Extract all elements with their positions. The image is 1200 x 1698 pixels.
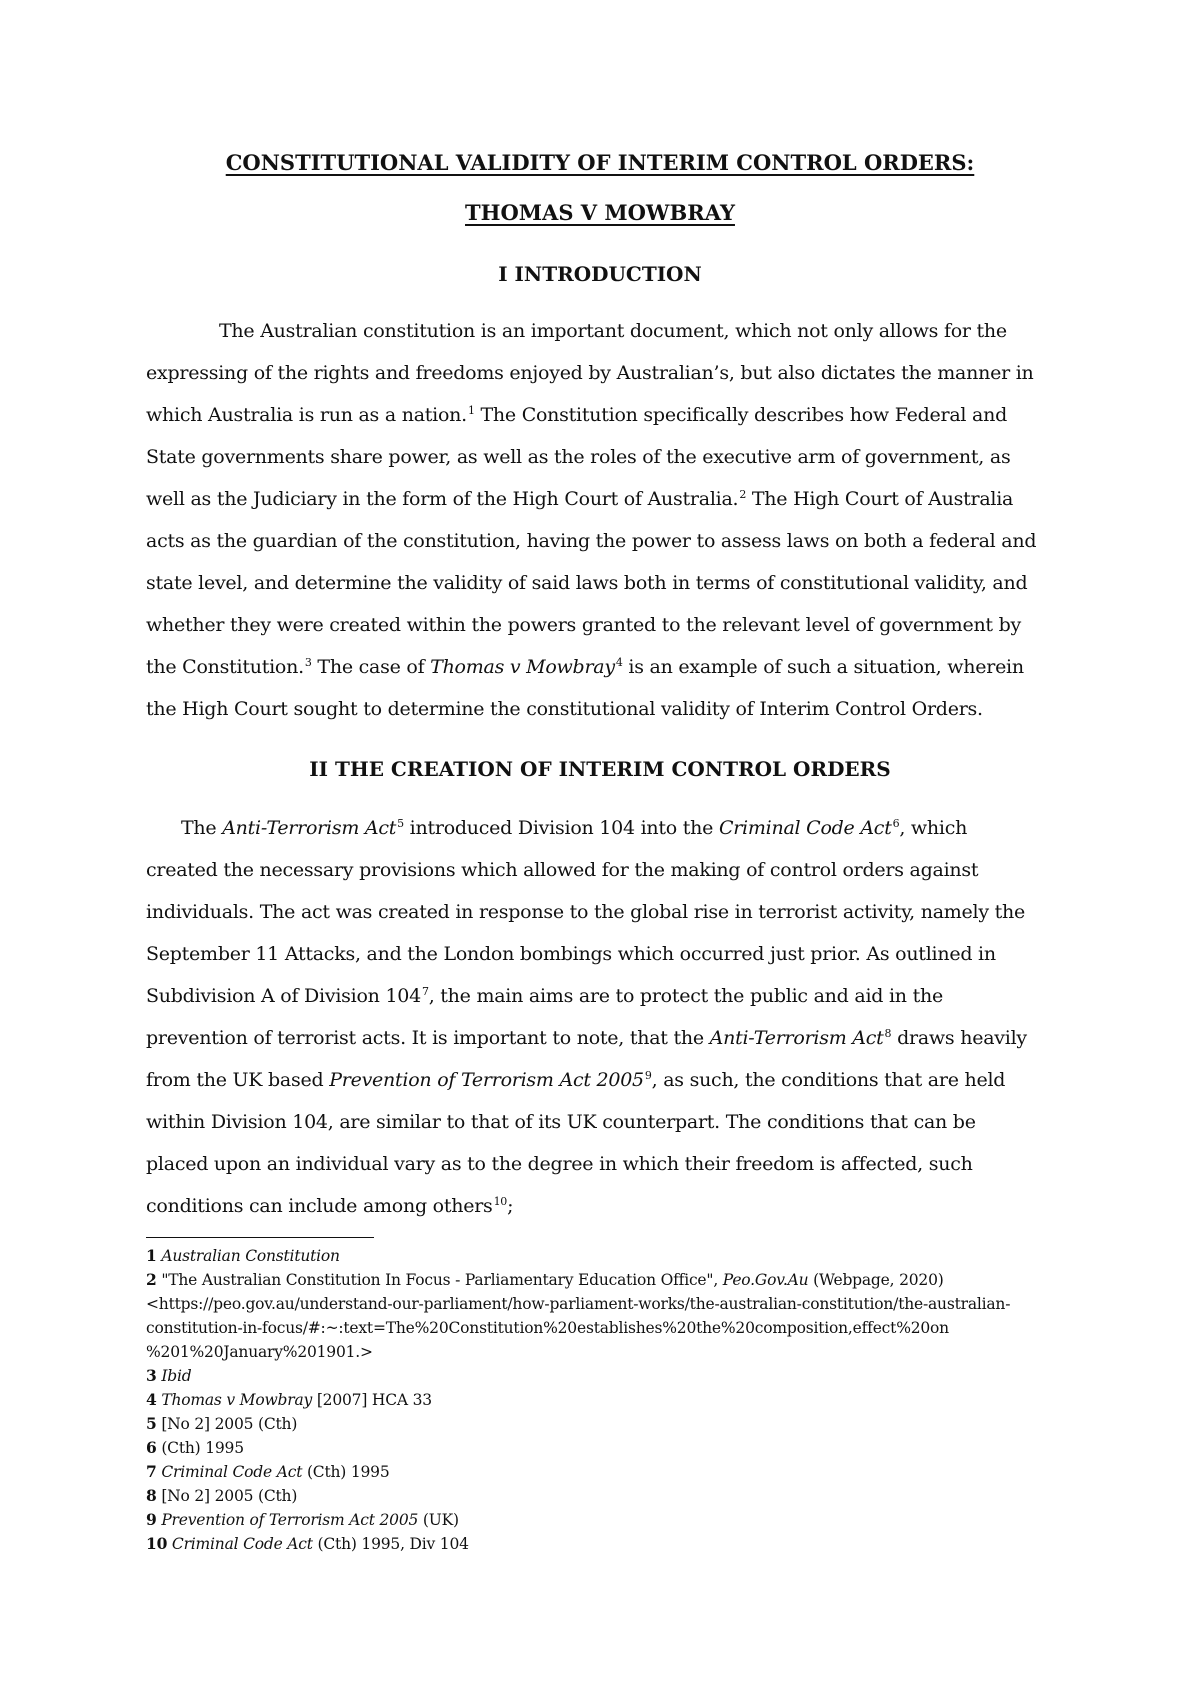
paragraph-line: acts as the guardian of the constitution, having the power to assess laws on both a federal and (146, 530, 1037, 552)
footnote-9: 9 Prevention of Terrorism Act 2005 (UK) (146, 1510, 459, 1529)
paragraph-line: State governments share power, as well as the roles of the executive arm of government, as (146, 446, 1011, 468)
footnote-ref-10[interactable]: 10 (493, 1194, 508, 1208)
paragraph-line: state level, and determine the validity of said laws both in terms of constitutional validity, and (146, 572, 1028, 594)
act-name: Criminal Code Act (718, 817, 892, 839)
paragraph-line: from the UK based Prevention of Terrorism Act 2005$^9$, as such, the conditions that are held (146, 1068, 1006, 1091)
paragraph-line: the High Court sought to determine the constitutional validity of Interim Control Orders. (146, 698, 983, 720)
act-name: Anti-Terrorism Act (709, 1027, 884, 1049)
footnote-4: 4 Thomas v Mowbray [2007] HCA 33 (146, 1390, 432, 1409)
paragraph-line: whether they were created within the powers granted to the relevant level of government by (146, 614, 1021, 636)
footnote-ref-2[interactable]: 2 (739, 487, 747, 501)
introduction-paragraph (146, 310, 1066, 730)
footnote-ref-7[interactable]: 7 (421, 984, 429, 998)
footnote-separator (146, 1237, 374, 1238)
paragraph-line: Subdivision A of Division 104$^7$, the main aims are to protect the public and aid in the (146, 984, 943, 1007)
paragraph-line: The Australian constitution is an important document, which not only allows for the (219, 320, 1007, 342)
footnote-2: 2 "The Australian Constitution In Focus - Parliamentary Education Office", Peo.Gov.Au (Webpage, 2020) (146, 1270, 944, 1289)
document-title-line-2: THOMAS V MOWBRAY (465, 200, 735, 225)
footnote-6: 6 (Cth) 1995 (146, 1438, 244, 1457)
footnote-ref-4[interactable]: 4 (615, 655, 623, 669)
paragraph-line: placed upon an individual vary as to the degree in which their freedom is affected, such (146, 1153, 973, 1175)
section-heading-introduction: I INTRODUCTION (498, 262, 702, 286)
footnote-10: 10 Criminal Code Act (Cth) 1995, Div 104 (146, 1534, 469, 1553)
footnote-ref-5[interactable]: 5 (397, 816, 404, 830)
paragraph-line: September 11 Attacks, and the London bombings which occurred just prior. As outlined in (146, 943, 996, 965)
footnote-ref-9[interactable]: 9 (644, 1068, 652, 1082)
footnote-ref-3[interactable]: 3 (304, 655, 312, 669)
act-name: Anti-Terrorism Act (222, 817, 397, 839)
footnotes (146, 1244, 1066, 1556)
paragraph-line: conditions can include among others$^{10}$; (146, 1194, 514, 1217)
footnote-ref-1[interactable]: 1 (467, 403, 475, 417)
footnote-5: 5 [No 2] 2005 (Cth) (146, 1414, 298, 1433)
creation-paragraph (146, 807, 1066, 1227)
case-name: Thomas v Mowbray (430, 656, 615, 678)
footnote-3: 3 Ibid (146, 1366, 192, 1385)
paragraph-line: expressing of the rights and freedoms enjoyed by Australian’s, but also dictates the manner in (146, 362, 1034, 384)
section-heading-creation: II THE CREATION OF INTERIM CONTROL ORDERS (309, 757, 891, 781)
footnote-2-url-line[interactable]: constitution-in-focus/#:~:text=The%20Constitution%20establishes%20the%20composition,effect%20on (146, 1319, 949, 1337)
footnote-2-url-line[interactable]: %201%20January%201901.> (146, 1343, 373, 1361)
paragraph-line: individuals. The act was created in response to the global rise in terrorist activity, namely the (146, 901, 1026, 923)
paragraph-line: which Australia is run as a nation.$^1$ The Constitution specifically describes how Federal and (146, 403, 1007, 426)
paragraph-line: within Division 104, are similar to that of its UK counterpart. The conditions that can be (146, 1111, 976, 1133)
document-title-line-1: CONSTITUTIONAL VALIDITY OF INTERIM CONTROL ORDERS: (225, 150, 975, 175)
footnote-7: 7 Criminal Code Act (Cth) 1995 (146, 1462, 390, 1481)
paragraph-line: the Constitution.$^3$ The case of Thomas v Mowbray$^4$ is an example of such a situation, wherein (146, 655, 1024, 678)
paragraph-line: created the necessary provisions which allowed for the making of control orders against (146, 859, 979, 881)
footnote-2-url-line[interactable]: <https://peo.gov.au/understand-our-parliament/how-parliament-works/the-australian-constitution/the-australian- (146, 1295, 1011, 1313)
act-name: Prevention of Terrorism Act 2005 (329, 1069, 644, 1091)
paragraph-line: prevention of terrorist acts. It is important to note, that the Anti-Terrorism Act$^8$ draws heavily (146, 1026, 1027, 1049)
footnote-ref-6[interactable]: 6 (892, 816, 900, 830)
footnote-1: 1 Australian Constitution (146, 1246, 340, 1265)
paragraph-line: well as the Judiciary in the form of the High Court of Australia.$^2$ The High Court of Australia (146, 487, 1014, 510)
footnote-ref-8[interactable]: 8 (884, 1026, 892, 1040)
footnote-8: 8 [No 2] 2005 (Cth) (146, 1486, 298, 1505)
paragraph-line: The Anti-Terrorism Act$^5$ introduced Division 104 into the Criminal Code Act$^6$, which (181, 816, 968, 839)
